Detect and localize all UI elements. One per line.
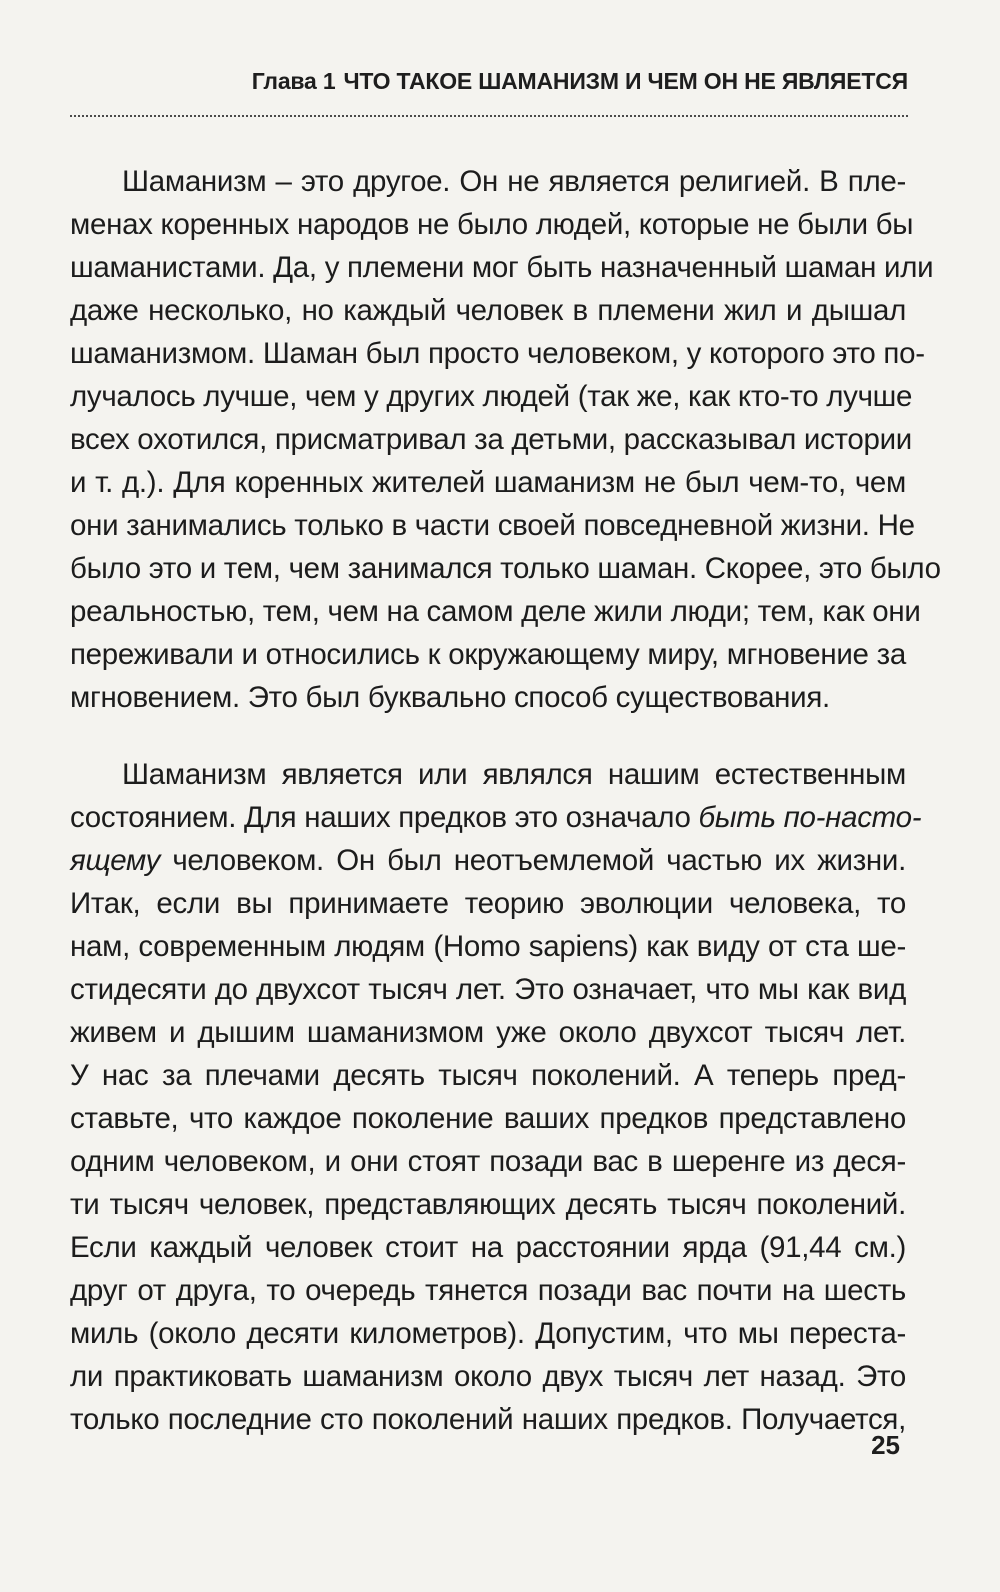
text-line: только последние сто поколений наших предков. Получается, bbox=[70, 1403, 906, 1436]
text-line: Итак, если вы принимаете теорию эволюции человека, то bbox=[70, 887, 906, 920]
italic-phrase: быть по-насто- bbox=[698, 801, 922, 834]
text-line bbox=[70, 796, 922, 840]
text-line: стидесяти до двухсот тысяч лет. Это означает, что мы как вид bbox=[70, 973, 906, 1006]
text-line: друг от друга, то очередь тянется позади вас почти на шесть bbox=[70, 1274, 906, 1307]
text-line: ли практиковать шаманизм около двух тысяч лет назад. Это bbox=[70, 1360, 906, 1393]
text-line: реальностью, тем, чем на самом деле жили люди; тем, как они bbox=[70, 595, 921, 628]
text-line: всех охотился, присматривал за детьми, рассказывал истории bbox=[70, 423, 912, 456]
text-line: даже несколько, но каждый человек в племени жил и дышал bbox=[70, 294, 906, 327]
chapter-title: ЧТО ТАКОЕ ШАМАНИЗМ И ЧЕМ ОН НЕ ЯВЛЯЕТСЯ bbox=[343, 68, 908, 94]
text-line: ставьте, что каждое поколение ваших предков представлено bbox=[70, 1102, 906, 1135]
text-line: и т. д.). Для коренных жителей шаманизм не был чем-то, чем bbox=[70, 466, 906, 499]
text-line: нам, современным людям (Homo sapiens) как виду от ста ше- bbox=[70, 930, 906, 963]
running-header bbox=[68, 68, 908, 95]
text-line bbox=[70, 839, 906, 883]
text-line: ти тысяч человек, представляющих десять тысяч поколений. bbox=[70, 1188, 906, 1221]
header-divider bbox=[70, 115, 908, 117]
text-line: Шаманизм является или являлся нашим естественным bbox=[122, 758, 906, 791]
text-line: живем и дышим шаманизмом уже около двухсот тысяч лет. bbox=[70, 1016, 906, 1049]
text-line: было это и тем, чем занимался только шаман. Скорее, это было bbox=[70, 552, 941, 585]
text-line: Шаманизм – это другое. Он не является религией. В пле- bbox=[122, 165, 906, 198]
text-line: мгновением. Это был буквально способ существования. bbox=[70, 681, 830, 714]
italic-phrase: ящему bbox=[70, 844, 161, 877]
text-line: шаманистами. Да, у племени мог быть назначенный шаман или bbox=[70, 251, 934, 284]
text-line: миль (около десяти километров). Допустим, что мы переста- bbox=[70, 1317, 906, 1350]
text-line: У нас за плечами десять тысяч поколений. А теперь пред- bbox=[70, 1059, 906, 1092]
text-line: Если каждый человек стоит на расстоянии ярда (91,44 см.) bbox=[70, 1231, 906, 1264]
chapter-label: Глава 1 bbox=[251, 68, 336, 94]
text-line: лучалось лучше, чем у других людей (так же, как кто-то лучше bbox=[70, 380, 913, 413]
text-line: одним человеком, и они стоят позади вас в шеренге из деся- bbox=[70, 1145, 906, 1178]
text-line: они занимались только в части своей повседневной жизни. Не bbox=[70, 509, 915, 542]
text-line: переживали и относились к окружающему миру, мгновение за bbox=[70, 638, 906, 671]
text-line: менах коренных народов не было людей, которые не были бы bbox=[70, 208, 914, 241]
text-segment: человеком. Он был неотъемлемой частью их жизни. bbox=[160, 844, 906, 877]
page-number: 25 bbox=[871, 1430, 900, 1460]
text-segment: состоянием. Для наших предков это означало bbox=[70, 801, 699, 834]
text-line: шаманизмом. Шаман был просто человеком, у которого это по- bbox=[70, 337, 925, 370]
